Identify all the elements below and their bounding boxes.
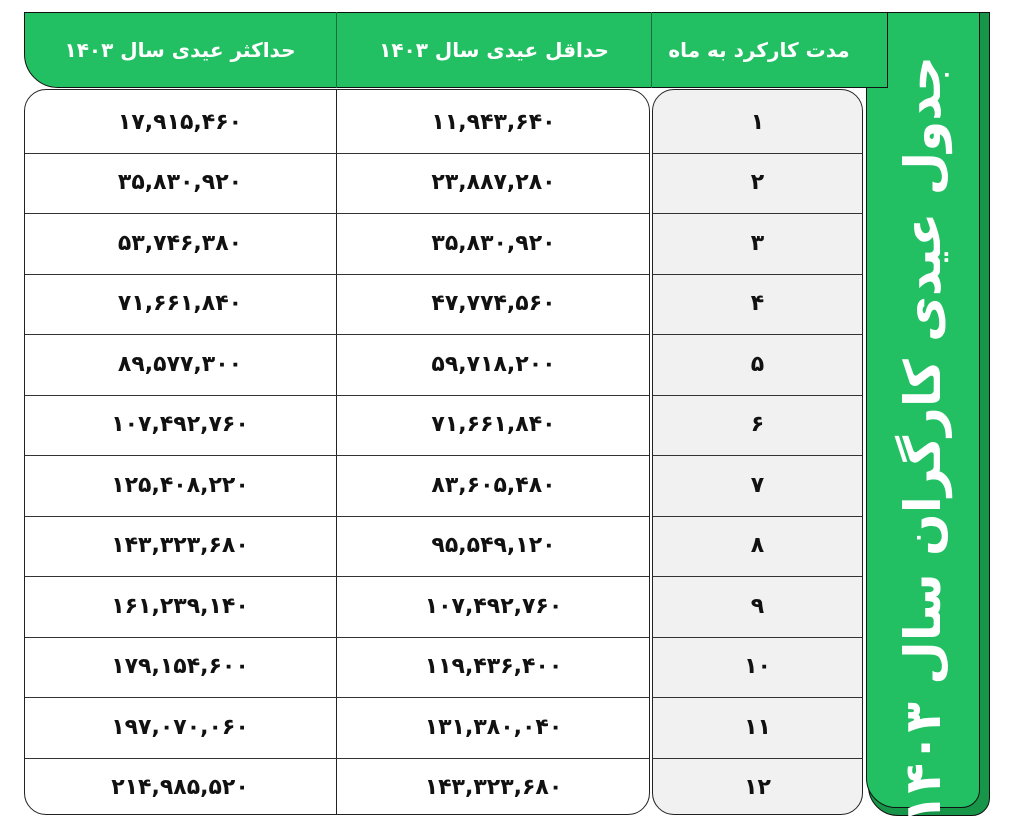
cell-min-bonus: ۳۵,۸۳۰,۹۲۰ bbox=[431, 230, 556, 256]
cell-max-bonus: ۲۱۴,۹۸۵,۵۲۰ bbox=[111, 775, 249, 800]
cell-min-bonus: ۵۹,۷۱۸,۲۰۰ bbox=[431, 351, 556, 377]
cell-max-bonus: ۱۰۷,۴۹۲,۷۶۰ bbox=[111, 412, 249, 437]
cell-min-bonus: ۱۱۹,۴۳۶,۴۰۰ bbox=[424, 654, 563, 679]
cell-month: ۷ bbox=[750, 472, 765, 498]
cell-month: ۹ bbox=[750, 593, 765, 619]
cell-max-bonus: ۷۱,۶۶۱,۸۴۰ bbox=[117, 291, 243, 316]
cell-min-bonus: ۴۷,۷۷۴,۵۶۰ bbox=[431, 291, 556, 316]
header-months: مدت کارکرد به ماه bbox=[668, 38, 850, 62]
cell-max-bonus: ۱۷۹,۱۵۴,۶۰۰ bbox=[111, 654, 249, 679]
cell-month: ۱۱ bbox=[744, 714, 771, 740]
cell-min-bonus: ۷۱,۶۶۱,۸۴۰ bbox=[431, 412, 556, 437]
cell-month: ۸ bbox=[750, 533, 765, 558]
cell-max-bonus: ۱۶۱,۲۳۹,۱۴۰ bbox=[111, 593, 249, 619]
cell-min-bonus: ۱۰۷,۴۹۲,۷۶۰ bbox=[424, 593, 563, 619]
cell-min-bonus: ۲۳,۸۸۷,۲۸۰ bbox=[431, 170, 556, 195]
table-title: جدول عیدی کارگران سال ۱۴۰۳ bbox=[894, 55, 952, 825]
cell-month: ۳ bbox=[750, 230, 765, 256]
cell-month: ۱۰ bbox=[744, 654, 771, 679]
header-max-bonus: حداکثر عیدی سال ۱۴۰۳ bbox=[64, 38, 296, 62]
cell-month: ۴ bbox=[750, 291, 765, 316]
header-min-bonus: حداقل عیدی سال ۱۴۰۳ bbox=[379, 38, 609, 62]
cell-min-bonus: ۹۵,۵۴۹,۱۲۰ bbox=[431, 533, 556, 558]
cell-min-bonus: ۱۴۳,۳۲۳,۶۸۰ bbox=[424, 775, 563, 800]
cell-max-bonus: ۱۷,۹۱۵,۴۶۰ bbox=[117, 109, 243, 135]
cell-min-bonus: ۱۱,۹۴۳,۶۴۰ bbox=[431, 109, 556, 135]
cell-month: ۶ bbox=[750, 412, 765, 437]
cell-min-bonus: ۱۳۱,۳۸۰,۰۴۰ bbox=[424, 714, 563, 740]
cell-max-bonus: ۸۹,۵۷۷,۳۰۰ bbox=[117, 351, 243, 377]
cell-month: ۱ bbox=[750, 109, 765, 135]
cell-month: ۱۲ bbox=[744, 775, 771, 800]
cell-min-bonus: ۸۳,۶۰۵,۴۸۰ bbox=[431, 472, 556, 498]
cell-max-bonus: ۳۵,۸۳۰,۹۲۰ bbox=[117, 170, 243, 195]
cell-max-bonus: ۱۹۷,۰۷۰,۰۶۰ bbox=[111, 714, 249, 740]
cell-month: ۲ bbox=[750, 170, 765, 195]
cell-max-bonus: ۵۳,۷۴۶,۳۸۰ bbox=[117, 230, 243, 256]
cell-max-bonus: ۱۲۵,۴۰۸,۲۲۰ bbox=[111, 472, 249, 498]
cell-month: ۵ bbox=[750, 351, 765, 377]
cell-max-bonus: ۱۴۳,۳۲۳,۶۸۰ bbox=[111, 533, 249, 558]
